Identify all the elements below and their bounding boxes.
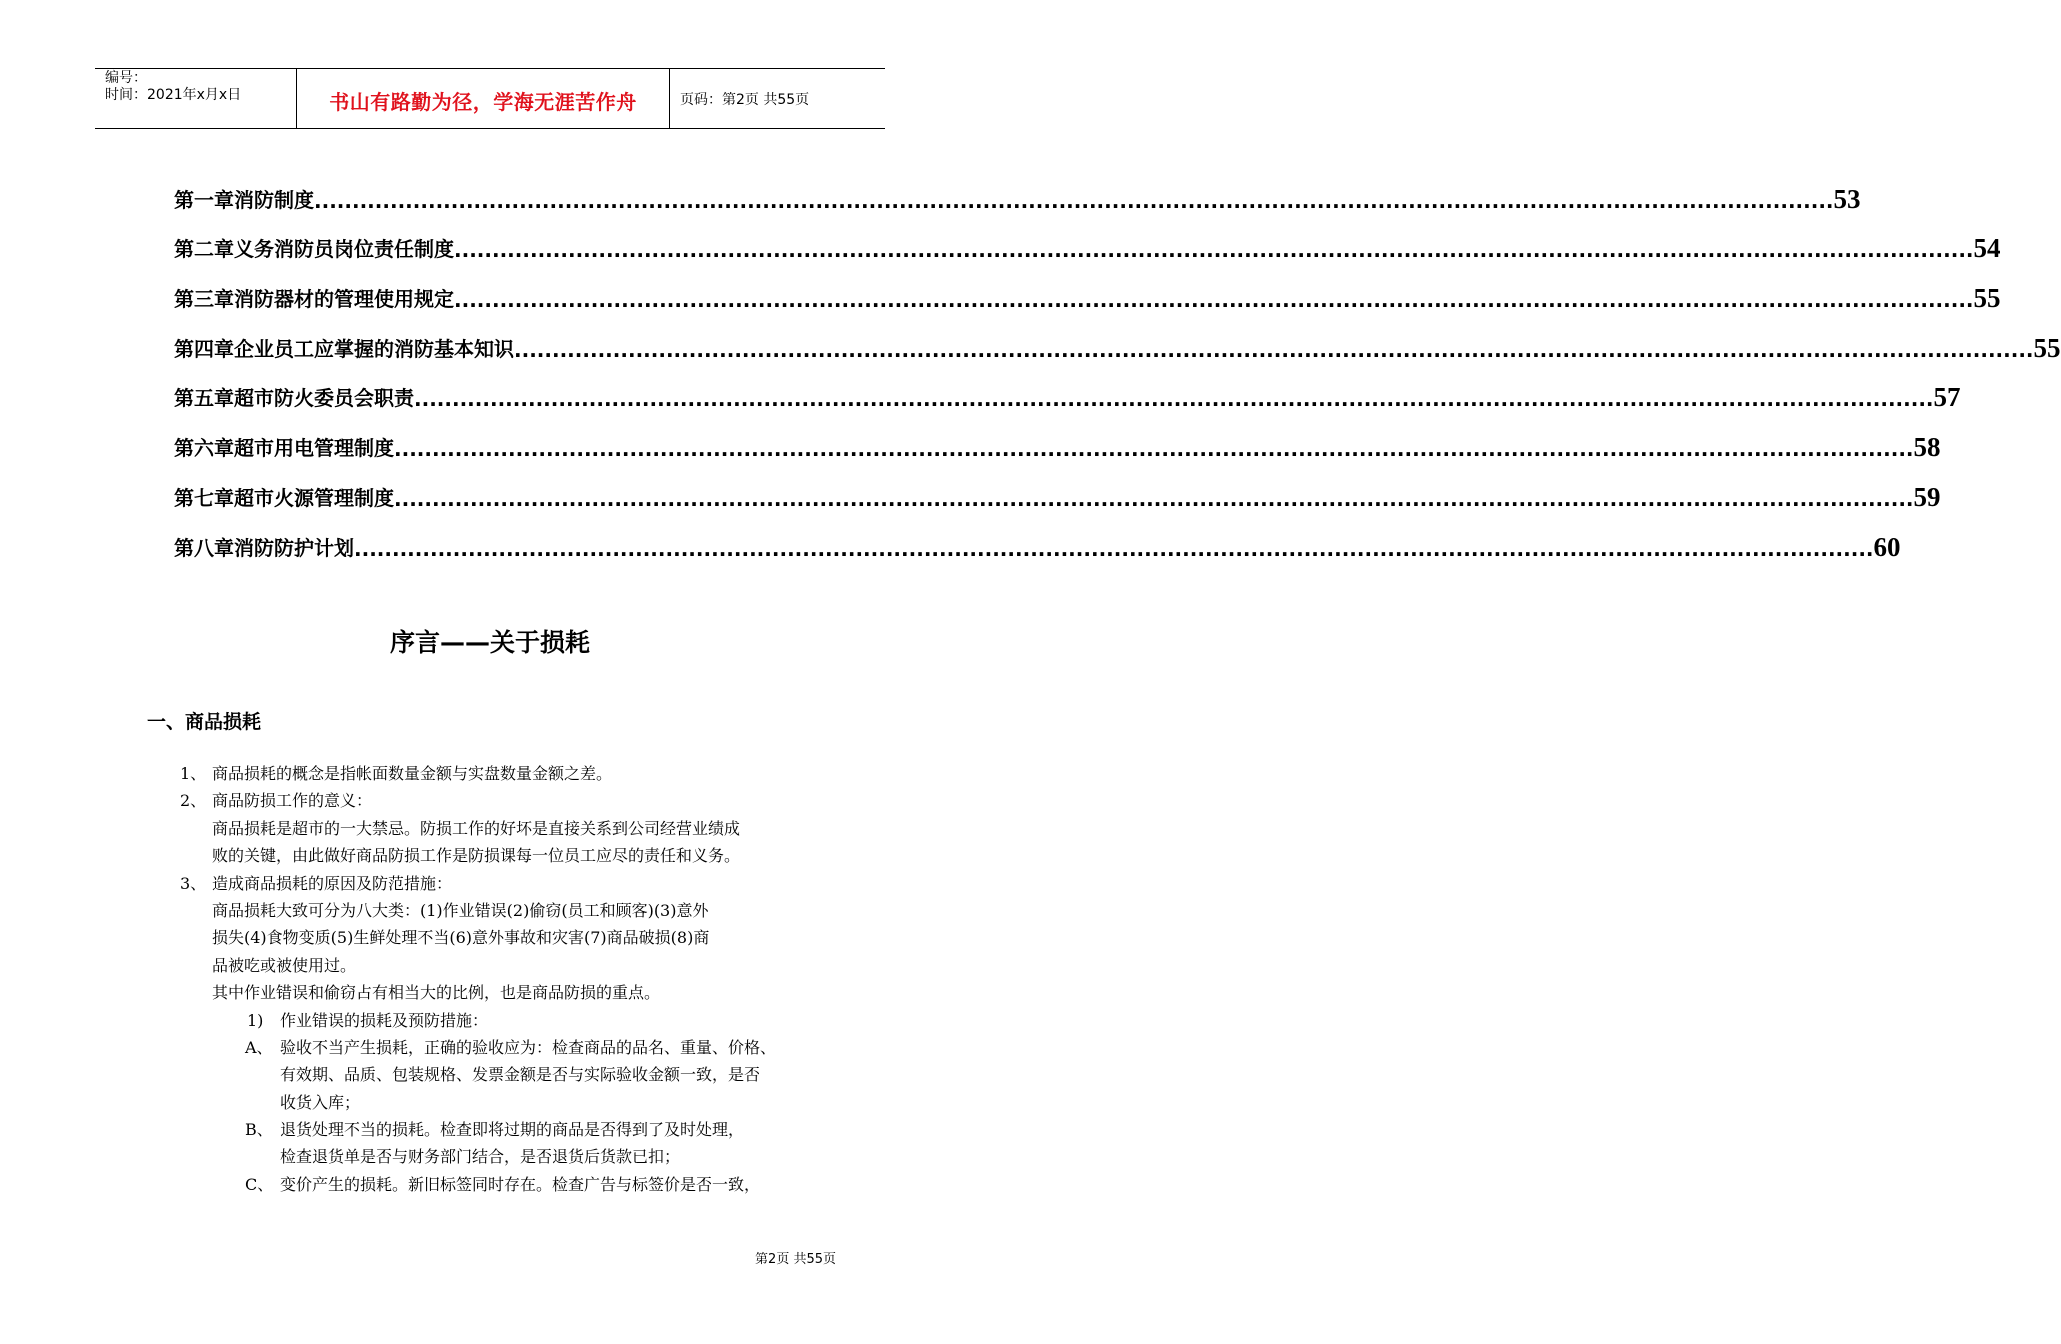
paragraph-line xyxy=(0,842,950,869)
toc-entry[interactable] xyxy=(174,511,1901,562)
toc-entry[interactable] xyxy=(174,163,1861,214)
paragraph-line xyxy=(0,1089,950,1116)
toc-entry[interactable] xyxy=(174,262,2001,314)
toc-entry[interactable] xyxy=(174,411,1941,463)
toc-chapter-label: 第五章 xyxy=(174,386,234,411)
paragraph-line xyxy=(0,897,950,924)
item-label: 2、 xyxy=(180,791,207,811)
item-label: C、 xyxy=(245,1174,274,1194)
list-item xyxy=(0,1116,950,1143)
toc-entry[interactable] xyxy=(174,461,1941,512)
toc-leader-dots: ........................................................................................................................................................................................................ xyxy=(354,536,1874,561)
document-title: 序言——关于损耗 xyxy=(389,628,590,657)
toc-entry-title: 超市用电管理制度 xyxy=(234,436,394,461)
list-item xyxy=(0,1007,950,1034)
list-item xyxy=(0,760,950,787)
item-text: 变价产生的损耗。新旧标签同时存在。检查广告与标签价是否一致， xyxy=(280,1174,761,1194)
body-text xyxy=(0,760,950,1198)
header-motto: 书山有路勤为径，学海无涯苦作舟 xyxy=(329,90,637,114)
paragraph-line xyxy=(0,952,950,979)
paragraph-text: 有效期、品质、包装规格、发票金额是否与实际验收金额一致，是否 xyxy=(280,1065,761,1085)
toc-leader-dots: ........................................................................................................................................................................................................ xyxy=(414,387,1934,412)
table-of-contents xyxy=(174,163,2061,562)
paragraph-text: 损失(4)食物变质(5)生鲜处理不当(6)意外事故和灾害(7)商品破损(8)商 xyxy=(212,928,710,948)
item-text: 造成商品损耗的原因及防范措施： xyxy=(212,873,453,893)
list-item xyxy=(0,787,950,814)
header-divider-2 xyxy=(669,68,670,128)
paragraph-text: 败的关键，由此做好商品防损工作是防损课每一位员工应尽的责任和义务。 xyxy=(212,846,741,866)
toc-entry-title: 超市火源管理制度 xyxy=(234,485,394,510)
paragraph-line xyxy=(0,924,950,951)
paragraph-text: 收货入库； xyxy=(280,1092,361,1112)
toc-page-number: 58 xyxy=(1913,432,1941,463)
paragraph-text: 商品损耗大致可分为八大类：(1)作业错误(2)偷窃(员工和顾客)(3)意外 xyxy=(212,900,709,920)
toc-leader-dots: ........................................................................................................................................................................................................ xyxy=(394,486,1914,511)
toc-entry-title: 消防器材的管理使用规定 xyxy=(234,287,454,312)
toc-page-number: 53 xyxy=(1833,183,1861,214)
toc-chapter-label: 第六章 xyxy=(174,436,234,461)
toc-chapter-label: 第七章 xyxy=(174,485,234,510)
toc-page-number: 55 xyxy=(2033,332,2061,363)
toc-leader-dots: ........................................................................................................................................................................................................ xyxy=(454,238,1974,263)
toc-chapter-label: 第一章 xyxy=(174,187,234,212)
paragraph-text: 其中作业错误和偷窃占有相当大的比例，也是商品防损的重点。 xyxy=(212,983,661,1003)
list-item xyxy=(0,870,950,897)
toc-page-number: 59 xyxy=(1913,481,1941,512)
toc-entry-title: 消防防护计划 xyxy=(234,535,354,560)
toc-page-number: 57 xyxy=(1933,382,1961,413)
page-footer: 第2页 共55页 xyxy=(755,1252,836,1267)
toc-entry-title: 企业员工应掌握的消防基本知识 xyxy=(234,336,514,361)
toc-entry-title: 消防制度 xyxy=(234,187,314,212)
paragraph-text: 商品损耗是超市的一大禁忌。防损工作的好坏是直接关系到公司经营业绩成 xyxy=(212,818,741,838)
paragraph-line xyxy=(0,1061,950,1088)
toc-entry[interactable] xyxy=(174,213,2001,264)
toc-chapter-label: 第四章 xyxy=(174,336,234,361)
toc-leader-dots: ........................................................................................................................................................................................................ xyxy=(454,288,1974,313)
item-label: 1、 xyxy=(180,764,207,783)
paragraph-line xyxy=(0,815,950,842)
item-text: 商品防损工作的意义： xyxy=(212,791,373,811)
toc-entry[interactable] xyxy=(174,362,1961,413)
paragraph-line xyxy=(0,979,950,1006)
header-bottom-rule xyxy=(95,128,885,129)
item-text: 作业错误的损耗及预防措施： xyxy=(280,1010,489,1030)
toc-page-number: 54 xyxy=(1973,233,2001,264)
toc-chapter-label: 第三章 xyxy=(174,287,234,312)
list-item xyxy=(0,1171,950,1198)
toc-entry-title: 超市防火委员会职责 xyxy=(234,386,414,411)
header-top-rule xyxy=(95,68,885,69)
toc-chapter-label: 第二章 xyxy=(174,237,234,262)
header-number-label: 编号： xyxy=(105,70,147,86)
list-item xyxy=(0,1034,950,1061)
paragraph-text: 检查退货单是否与财务部门结合，是否退货后货款已扣； xyxy=(280,1147,681,1167)
toc-chapter-label: 第八章 xyxy=(174,535,234,560)
toc-leader-dots: ........................................................................................................................................................................................................ xyxy=(314,188,1834,213)
header-time-label: 时间：2021年x月x日 xyxy=(105,87,242,103)
toc-entry-title: 义务消防员岗位责任制度 xyxy=(234,237,454,262)
header-divider-1 xyxy=(296,68,297,128)
toc-entry[interactable] xyxy=(174,312,2061,363)
header-meta xyxy=(105,70,241,104)
toc-page-number: 55 xyxy=(1973,283,2001,314)
item-label: A、 xyxy=(245,1037,273,1057)
item-label: 3、 xyxy=(180,873,207,893)
item-label: 1) xyxy=(247,1010,264,1030)
item-label: B、 xyxy=(245,1120,273,1140)
paragraph-text: 品被吃或被使用过。 xyxy=(212,955,357,975)
item-text: 退货处理不当的损耗。检查即将过期的商品是否得到了及时处理， xyxy=(280,1120,745,1140)
section-heading: 一、商品损耗 xyxy=(147,711,262,733)
toc-leader-dots: ........................................................................................................................................................................................................ xyxy=(394,437,1914,462)
toc-leader-dots: ........................................................................................................................................................................................................ xyxy=(514,337,2034,362)
item-text: 商品损耗的概念是指帐面数量金额与实盘数量金额之差。 xyxy=(212,764,613,783)
paragraph-line xyxy=(0,1143,950,1170)
item-text: 验收不当产生损耗，正确的验收应为：检查商品的品名、重量、价格、 xyxy=(280,1037,777,1057)
header-page-info: 页码：第2页 共55页 xyxy=(680,92,810,108)
toc-page-number: 60 xyxy=(1873,531,1901,562)
